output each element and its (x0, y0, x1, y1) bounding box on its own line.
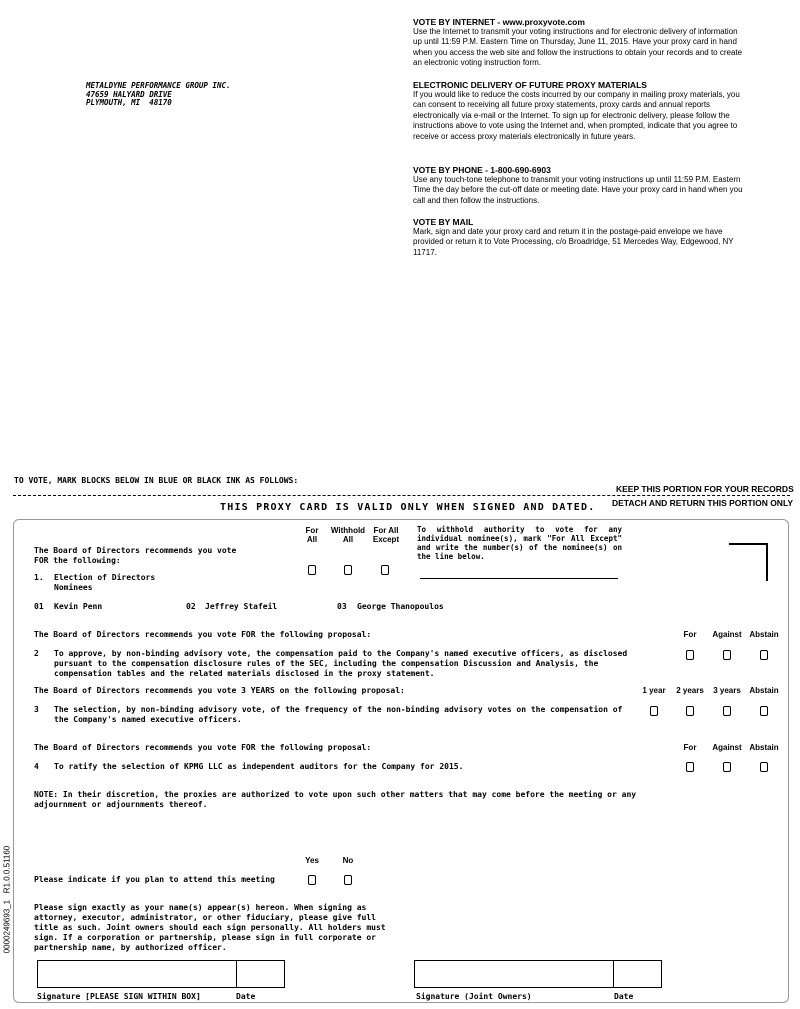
electronic-delivery-title: ELECTRONIC DELIVERY OF FUTURE PROXY MATERIALS (413, 80, 647, 90)
vote-mail-section (413, 217, 743, 258)
proposal-3-2-years-checkbox[interactable] (686, 706, 694, 716)
nominee-01-number: 01 (34, 602, 44, 611)
col-withhold-all: Withhold All (330, 526, 366, 544)
nominee-02-name: Jeffrey Stafeil (205, 602, 278, 611)
proposal-2-abstain-checkbox[interactable] (760, 650, 768, 660)
nominee-03-number: 03 (337, 602, 347, 611)
vote-internet-title: VOTE BY INTERNET - www.proxyvote.com (413, 17, 585, 27)
joint-signature-date-label: Date (614, 992, 634, 1001)
proposal-2-number: 2 (34, 649, 39, 658)
proposal-4-number: 4 (34, 762, 39, 771)
withhold-instruction: To withhold authority to vote for any individual nominee(s), mark "For All Except" and write the number(s) of the nominee(s) on the line below. (417, 525, 622, 561)
directors-for-all-checkbox[interactable] (308, 565, 316, 575)
vote-phone-title: VOTE BY PHONE - 1-800-690-6903 (413, 165, 551, 175)
attend-question: Please indicate if you plan to attend this meeting (34, 875, 275, 884)
attend-col-no: No (342, 856, 354, 865)
signature-date-box[interactable] (236, 960, 285, 988)
proposal-2-for-checkbox[interactable] (686, 650, 694, 660)
col-for-all-except: For All Except (372, 526, 400, 544)
proposal-3-col-1-year: 1 year (642, 686, 666, 695)
proposal-4-col-for: For (683, 743, 697, 752)
note-text: In their discretion, the proxies are authorized to vote upon such other matters that may come before the meeting or any adjournment or adjournments thereof. (34, 790, 637, 809)
note (34, 790, 644, 810)
company-address-line1: 47659 HALYARD DRIVE (86, 89, 172, 99)
joint-signature-box[interactable] (414, 960, 614, 988)
proposal-4-col-abstain: Abstain (749, 743, 779, 752)
proposal-2-col-for: For (683, 630, 697, 639)
attend-col-yes: Yes (305, 856, 319, 865)
proposal-4-abstain-checkbox[interactable] (760, 762, 768, 772)
vote-phone-body: Use any touch-tone telephone to transmit your voting instructions up until 11:59 P.M. Eastern Time the day before the cut-off date or meeting date. Have your proxy card in hand when you call and then follow the instructions. (413, 175, 743, 205)
item-1-number: 1. (34, 573, 44, 582)
proposal-4-text: To ratify the selection of KPMG LLC as independent auditors for the Company for 2015. (54, 762, 464, 771)
proposal-4-against-checkbox[interactable] (723, 762, 731, 772)
proposal-2-recommendation: The Board of Directors recommends you vote FOR the following proposal: (34, 630, 372, 639)
proposal-3-recommendation: The Board of Directors recommends you vote 3 YEARS on the following proposal: (34, 686, 405, 695)
directors-recommendation: The Board of Directors recommends you vote FOR the following: (34, 546, 237, 565)
proposal-4-recommendation: The Board of Directors recommends you vote FOR the following proposal: (34, 743, 372, 752)
proposal-3-col-3-years: 3 years (713, 686, 741, 695)
except-nominee-line[interactable] (420, 578, 618, 579)
vote-internet-section (413, 17, 743, 69)
nominees-label: Nominees (54, 583, 93, 592)
proposal-4-for-checkbox[interactable] (686, 762, 694, 772)
proposal-3-3-years-checkbox[interactable] (723, 706, 731, 716)
nominee-03-name: George Thanopoulos (357, 602, 444, 611)
proposal-2-text: To approve, by non-binding advisory vote, the compensation paid to the Company's named executive officers, as disclosed pursuant to the compensation disclosure rules of the SEC, including the compensation Discussion and Analysis, the compensation tables and the related materials disclosed in the proxy statement. (54, 649, 628, 678)
proposal-3-1-year-checkbox[interactable] (650, 706, 658, 716)
vote-internet-body: Use the Internet to transmit your voting instructions and for electronic delivery of information up until 11:59 P.M. Eastern Time on Thursday, June 11, 2015. Have your proxy card in hand when you access the web site and follow the instructions to obtain your records and to create an electronic voting instruction form. (413, 27, 743, 68)
electronic-delivery-body: If you would like to reduce the costs incurred by our company in mailing proxy materials, you can consent to receiving all future proxy statements, proxy cards and annual reports electronically via e-mail or the Internet. To sign up for electronic delivery, please follow the instructions above to vote using the Internet and, when prompted, indicate that you agree to receive or access proxy materials electronically in future years. (413, 90, 740, 141)
vote-mail-body: Mark, sign and date your proxy card and return it in the postage-paid envelope we have provided or return it to Vote Processing, c/o Broadridge, 51 Mercedes Way, Edgewood, NY 11717. (413, 227, 734, 257)
joint-signature-date-box[interactable] (613, 960, 662, 988)
proposal-2-against-checkbox[interactable] (723, 650, 731, 660)
proposal-3-number: 3 (34, 705, 39, 714)
company-address (86, 82, 231, 108)
side-code: 0000249693_1 R1.0.0.51160 (2, 845, 12, 954)
detach-line (13, 495, 790, 496)
vote-phone-section (413, 165, 743, 206)
proposal-3-col-abstain: Abstain (749, 686, 779, 695)
sign-instructions: Please sign exactly as your name(s) appear(s) hereon. When signing as attorney, executor, administrator, or other fiduciary, please give full title as such. Joint owners should each sign personally. All holders must sign. If a corporation or partnership, please sign in full corporate or partnership name, by authorized officer. (34, 903, 386, 952)
proposal-2-col-against: Against (712, 630, 742, 639)
electronic-delivery-section (413, 80, 743, 142)
col-for-all: For All (305, 526, 319, 544)
nominee-01-name: Kevin Penn (54, 602, 103, 611)
nominee-02-number: 02 (186, 602, 196, 611)
proposal-2-col-abstain: Abstain (749, 630, 779, 639)
attend-yes-checkbox[interactable] (308, 875, 316, 885)
proposal-3-abstain-checkbox[interactable] (760, 706, 768, 716)
directors-withhold-all-checkbox[interactable] (344, 565, 352, 575)
company-address-line2: PLYMOUTH, MI 48170 (86, 98, 172, 107)
item-1-title: Election of Directors (54, 573, 156, 582)
proposal-3-text: The selection, by non-binding advisory vote, of the frequency of the non-binding advisory votes on the compensation of the Company's named executive officers. (54, 705, 623, 724)
company-name: METALDYNE PERFORMANCE GROUP INC. (86, 81, 231, 90)
attend-no-checkbox[interactable] (344, 875, 352, 885)
joint-signature-label: Signature (Joint Owners) (416, 992, 532, 1001)
vote-mail-title: VOTE BY MAIL (413, 217, 474, 227)
signature-box[interactable] (37, 960, 237, 988)
detach-portion-label: DETACH AND RETURN THIS PORTION ONLY (612, 498, 794, 508)
signature-label: Signature [PLEASE SIGN WITHIN BOX] (37, 992, 201, 1001)
signature-date-label: Date (236, 992, 256, 1001)
valid-notice: THIS PROXY CARD IS VALID ONLY WHEN SIGNED AND DATED. (220, 502, 596, 513)
directors-for-all-except-checkbox[interactable] (381, 565, 389, 575)
ink-instruction: TO VOTE, MARK BLOCKS BELOW IN BLUE OR BLACK INK AS FOLLOWS: (14, 476, 299, 485)
proposal-3-col-2-years: 2 years (676, 686, 704, 695)
corner-mark (729, 543, 768, 581)
note-label: NOTE: (34, 790, 59, 799)
keep-portion-label: KEEP THIS PORTION FOR YOUR RECORDS (616, 484, 794, 494)
proposal-4-col-against: Against (712, 743, 742, 752)
